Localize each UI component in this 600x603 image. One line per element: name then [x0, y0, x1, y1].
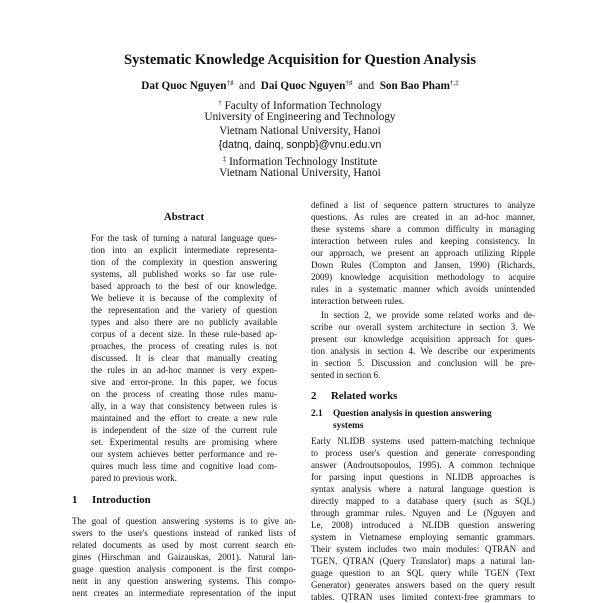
text-line: guage question analysis component is the first compo- — [72, 564, 296, 574]
text-line: tion of the complexity in question answering — [91, 257, 277, 267]
text-line: systems, all published works so far use rule- — [91, 269, 277, 279]
text-line: nent in any question answering systems. This compo- — [72, 576, 296, 586]
text-line: tables. QTRAN uses limited context-free grammars to — [311, 592, 535, 602]
section-title: Introduction — [92, 494, 151, 506]
text-line: ally, in a way that consistency between rules is — [91, 401, 277, 411]
author-marks: †,‡ — [449, 79, 459, 87]
text-line: based approach to the best of our knowledge. — [91, 281, 277, 291]
text-line: types and also there are no publicly available — [91, 317, 277, 327]
abstract-heading: Abstract — [163, 211, 205, 223]
text-line: our approach, we present an approach utilizing Ripple — [311, 248, 535, 258]
section-number: 1 — [72, 494, 78, 506]
text-line: these systems share a common difficulty in managing — [311, 224, 535, 234]
section-title: Related works — [331, 390, 398, 402]
section-number: 2 — [311, 390, 317, 402]
author-name: Dat Quoc Nguyen — [141, 80, 227, 92]
author-marks: †♯ — [345, 79, 353, 87]
text-line: TGEN. QTRAN (Query Translator) maps a natural lan- — [311, 556, 535, 566]
text-line: Le, 2008) introduced a NLIDB question answering — [311, 520, 535, 530]
text-line: The goal of question answering systems is to give an- — [72, 516, 296, 526]
text-line: syntax analysis where a natural language question is — [311, 484, 535, 494]
text-line: Their system includes two main modules: QTRAN and — [311, 544, 535, 554]
affiliation-line: University of Engineering and Technology — [204, 111, 396, 123]
text-line: maintained and the effort to create a new rule — [91, 413, 277, 423]
section-heading-introduction — [72, 494, 151, 506]
text-line: is independent of the size of the current rule — [91, 425, 277, 435]
text-line: We believe it is because of the complexity of — [91, 293, 277, 303]
affiliation-mark: † — [218, 99, 222, 107]
subsection-heading — [311, 409, 535, 432]
abstract-body — [91, 232, 277, 484]
text-line: in section 5. Discussion and conclusion will be pre- — [311, 358, 535, 368]
email-line: {datnq, dainq, sonpb}@vnu.edu.vn — [218, 139, 382, 151]
text-line: discussed. It is clear that manually creating — [91, 353, 277, 363]
subsection-title-line: Question analysis in question answering — [333, 409, 492, 419]
author-name: Son Bao Pham — [379, 80, 450, 92]
text-line: For the task of turning a natural language ques- — [91, 233, 277, 243]
text-line: answer (Androutsopoulos, 1995). A common technique — [311, 460, 535, 470]
introduction-body — [72, 515, 296, 599]
affiliation-text: Faculty of Information Technology — [224, 100, 382, 112]
subsection-number: 2.1 — [311, 409, 323, 419]
affiliation-line: Vietnam National University, Hanoi — [219, 167, 381, 179]
paper-title: Systematic Knowledge Acquisition for Question Analysis — [123, 52, 477, 68]
text-line: present our knowledge acquisition approach for ques- — [311, 334, 535, 344]
text-line: questions. As rules are created in an ad-hoc manner, — [311, 212, 535, 222]
text-line: swers to the user's questions instead of ranked lists of — [72, 528, 296, 538]
affiliation-line: Vietnam National University, Hanoi — [219, 125, 381, 137]
related-works-body — [311, 435, 535, 603]
text-line: rules in a systematic manner which avoids unintended — [311, 284, 535, 294]
text-line: 2009) knowledge acquisition methodology to acquire — [311, 272, 535, 282]
text-line: directly mapped to a database query (such as SQL) — [311, 496, 535, 506]
intro-paragraph-2 — [311, 309, 535, 381]
text-line: tion analysis in section 4. We describe our experiments — [311, 346, 535, 356]
intro-continuation — [311, 199, 535, 307]
text-line: Down Rules (Compton and Jansen, 1990) (Richards, — [311, 260, 535, 270]
text-line: sented in section 6. — [311, 370, 381, 380]
text-line: Early NLIDB systems used pattern-matching technique — [311, 436, 535, 446]
text-line: guage question to an SQL query while TGEN (Text — [311, 568, 535, 578]
text-line: interaction between rules and keeping consistency. In — [311, 236, 535, 246]
text-line: proaches, the process of creating rules is not — [91, 341, 277, 351]
section-heading-related-works — [311, 390, 397, 402]
text-line: system in Vietnamese employing semantic grammars. — [311, 532, 535, 542]
author-marks: †♯ — [226, 79, 234, 87]
text-line: to process user's question and generate corresponding — [311, 448, 535, 458]
text-line: scribe our overall system architecture in section 3. We — [311, 322, 535, 332]
text-line: on the process of creating those rules manu- — [91, 389, 277, 399]
affiliation-text: Information Technology Institute — [229, 156, 378, 168]
text-line: related documents as used by most current search en- — [72, 540, 296, 550]
author-joiner: and — [239, 80, 256, 92]
text-line: pared to previous work. — [91, 473, 177, 483]
text-line: for parsing input questions in NLIDB approaches is — [311, 472, 535, 482]
author-name: Dai Quoc Nguyen — [260, 80, 346, 92]
text-line: In section 2, we provide some related works and de- — [321, 310, 535, 320]
text-line: sive and error-prone. In this paper, we focus — [91, 377, 277, 387]
subsection-title-line: systems — [333, 420, 364, 431]
author-line — [0, 79, 600, 92]
text-line: interaction between rules. — [311, 296, 405, 306]
text-line: nent creates an intermediate representation of the input — [72, 588, 296, 598]
text-line: gines (Hirschman and Gaizauskas, 2001). Natural lan- — [72, 552, 296, 562]
text-line: our system achieves better performance and re- — [91, 449, 277, 459]
text-line: tion into an explicit intermediate representa- — [91, 245, 277, 255]
text-line: defined a list of sequence pattern structures to analyze — [311, 200, 535, 210]
text-line: corpus of a decent size. In these rule-based ap- — [91, 329, 277, 339]
text-line: the representation and the variety of question — [91, 305, 277, 315]
affiliation-mark: ‡ — [222, 155, 227, 163]
text-line: through grammar rules. Nguyen and Le (Nguyen and — [311, 508, 535, 518]
text-line: the rules in an ad-hoc manner is very expen- — [91, 365, 277, 375]
author-joiner: and — [357, 80, 375, 92]
text-line: Generator) generates answers based on the query result — [311, 580, 535, 590]
text-line: quires much less time and cognitive load com- — [91, 461, 277, 471]
text-line: set. Experimental results are promising where — [91, 437, 277, 447]
